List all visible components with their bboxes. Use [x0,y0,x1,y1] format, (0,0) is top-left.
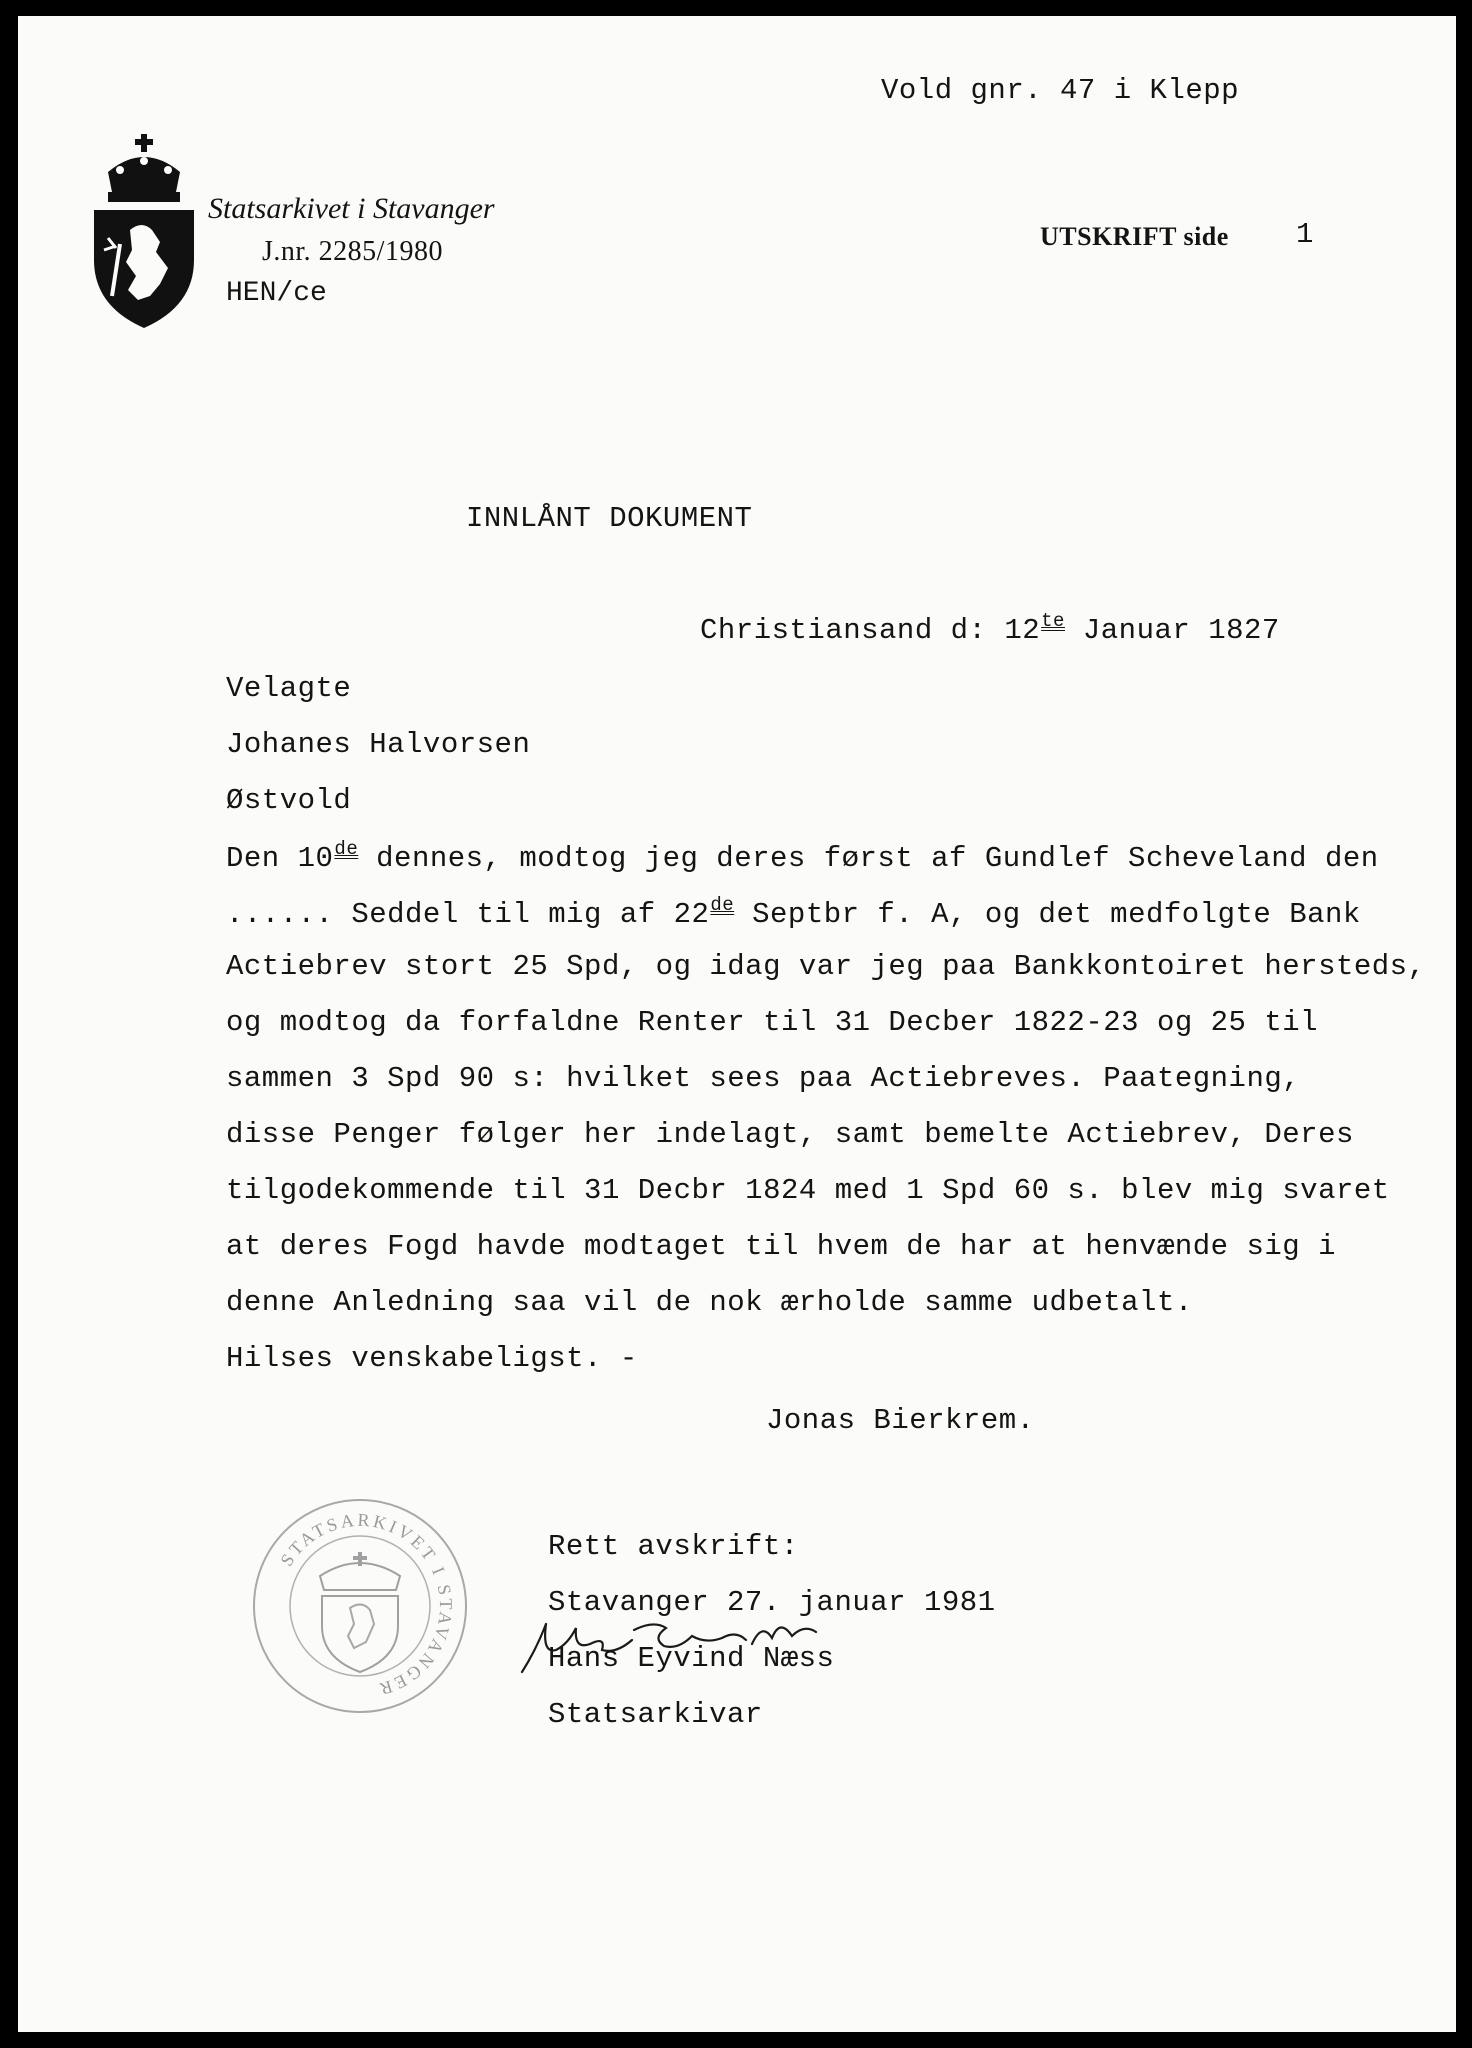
body-line: og modtog da forfaldne Renter til 31 Decber 1822-23 og 25 til [226,1006,1319,1039]
body-line: disse Penger følger her indelagt, samt bemelte Actiebrev, Deres [226,1118,1354,1151]
recipient-name: Johanes Halvorsen [226,728,531,761]
property-reference: Vold gnr. 47 i Klepp [881,74,1240,107]
certifier-title: Statsarkivar [548,1698,763,1731]
body-line: tilgodekommende til 31 Decbr 1824 med 1 Spd 60 s. blev mig svaret [226,1174,1390,1207]
salutation-line: Velagte [226,672,352,705]
utskrift-label: UTSKRIFT side [1040,222,1229,251]
journal-number: J.nr. 2285/1980 [262,236,443,267]
initials: HEN/ce [226,278,327,309]
body-line: Hilses venskabeligst. - [226,1342,638,1375]
body-line: Den 10de dennes, modtog jeg deres først af Gundlef Scheveland den [226,838,1379,875]
dateline: Christiansand d: $12^{te}$ Januar 1827 [700,610,1280,647]
certifier-name: Hans Eyvind Næss [548,1642,835,1675]
coat-of-arms-icon [90,134,198,330]
certification-place-date: Stavanger 27. januar 1981 [548,1586,996,1619]
recipient-place: Østvold [226,784,352,817]
document-page [18,16,1456,2032]
svg-text:STATSARKIVET I STAVANGER: STATSARKIVET I STAVANGER [276,1509,457,1701]
body-line: Actiebrev stort 25 Spd, og idag var jeg paa Bankkontoiret hersteds, [226,950,1426,983]
body-line: ...... Seddel til mig af 22de Septbr f. A, og det medfolgte Bank [226,894,1361,931]
body-line: denne Anledning saa vil de nok ærholde samme udbetalt. [226,1286,1193,1319]
letter-signature: Jonas Bierkrem. [766,1404,1035,1437]
institution-name: Statsarkivet i Stavanger [208,192,495,225]
archive-stamp-icon [250,1496,470,1716]
body-line: sammen 3 Spd 90 s: hvilket sees paa Actiebreves. Paategning, [226,1062,1301,1095]
certification-label: Rett avskrift: [548,1530,799,1563]
page-number: 1 [1296,218,1314,251]
document-heading: INNLÅNT DOKUMENT [466,502,753,535]
body-line: at deres Fogd havde modtaget til hvem de har at henvænde sig i [226,1230,1336,1263]
